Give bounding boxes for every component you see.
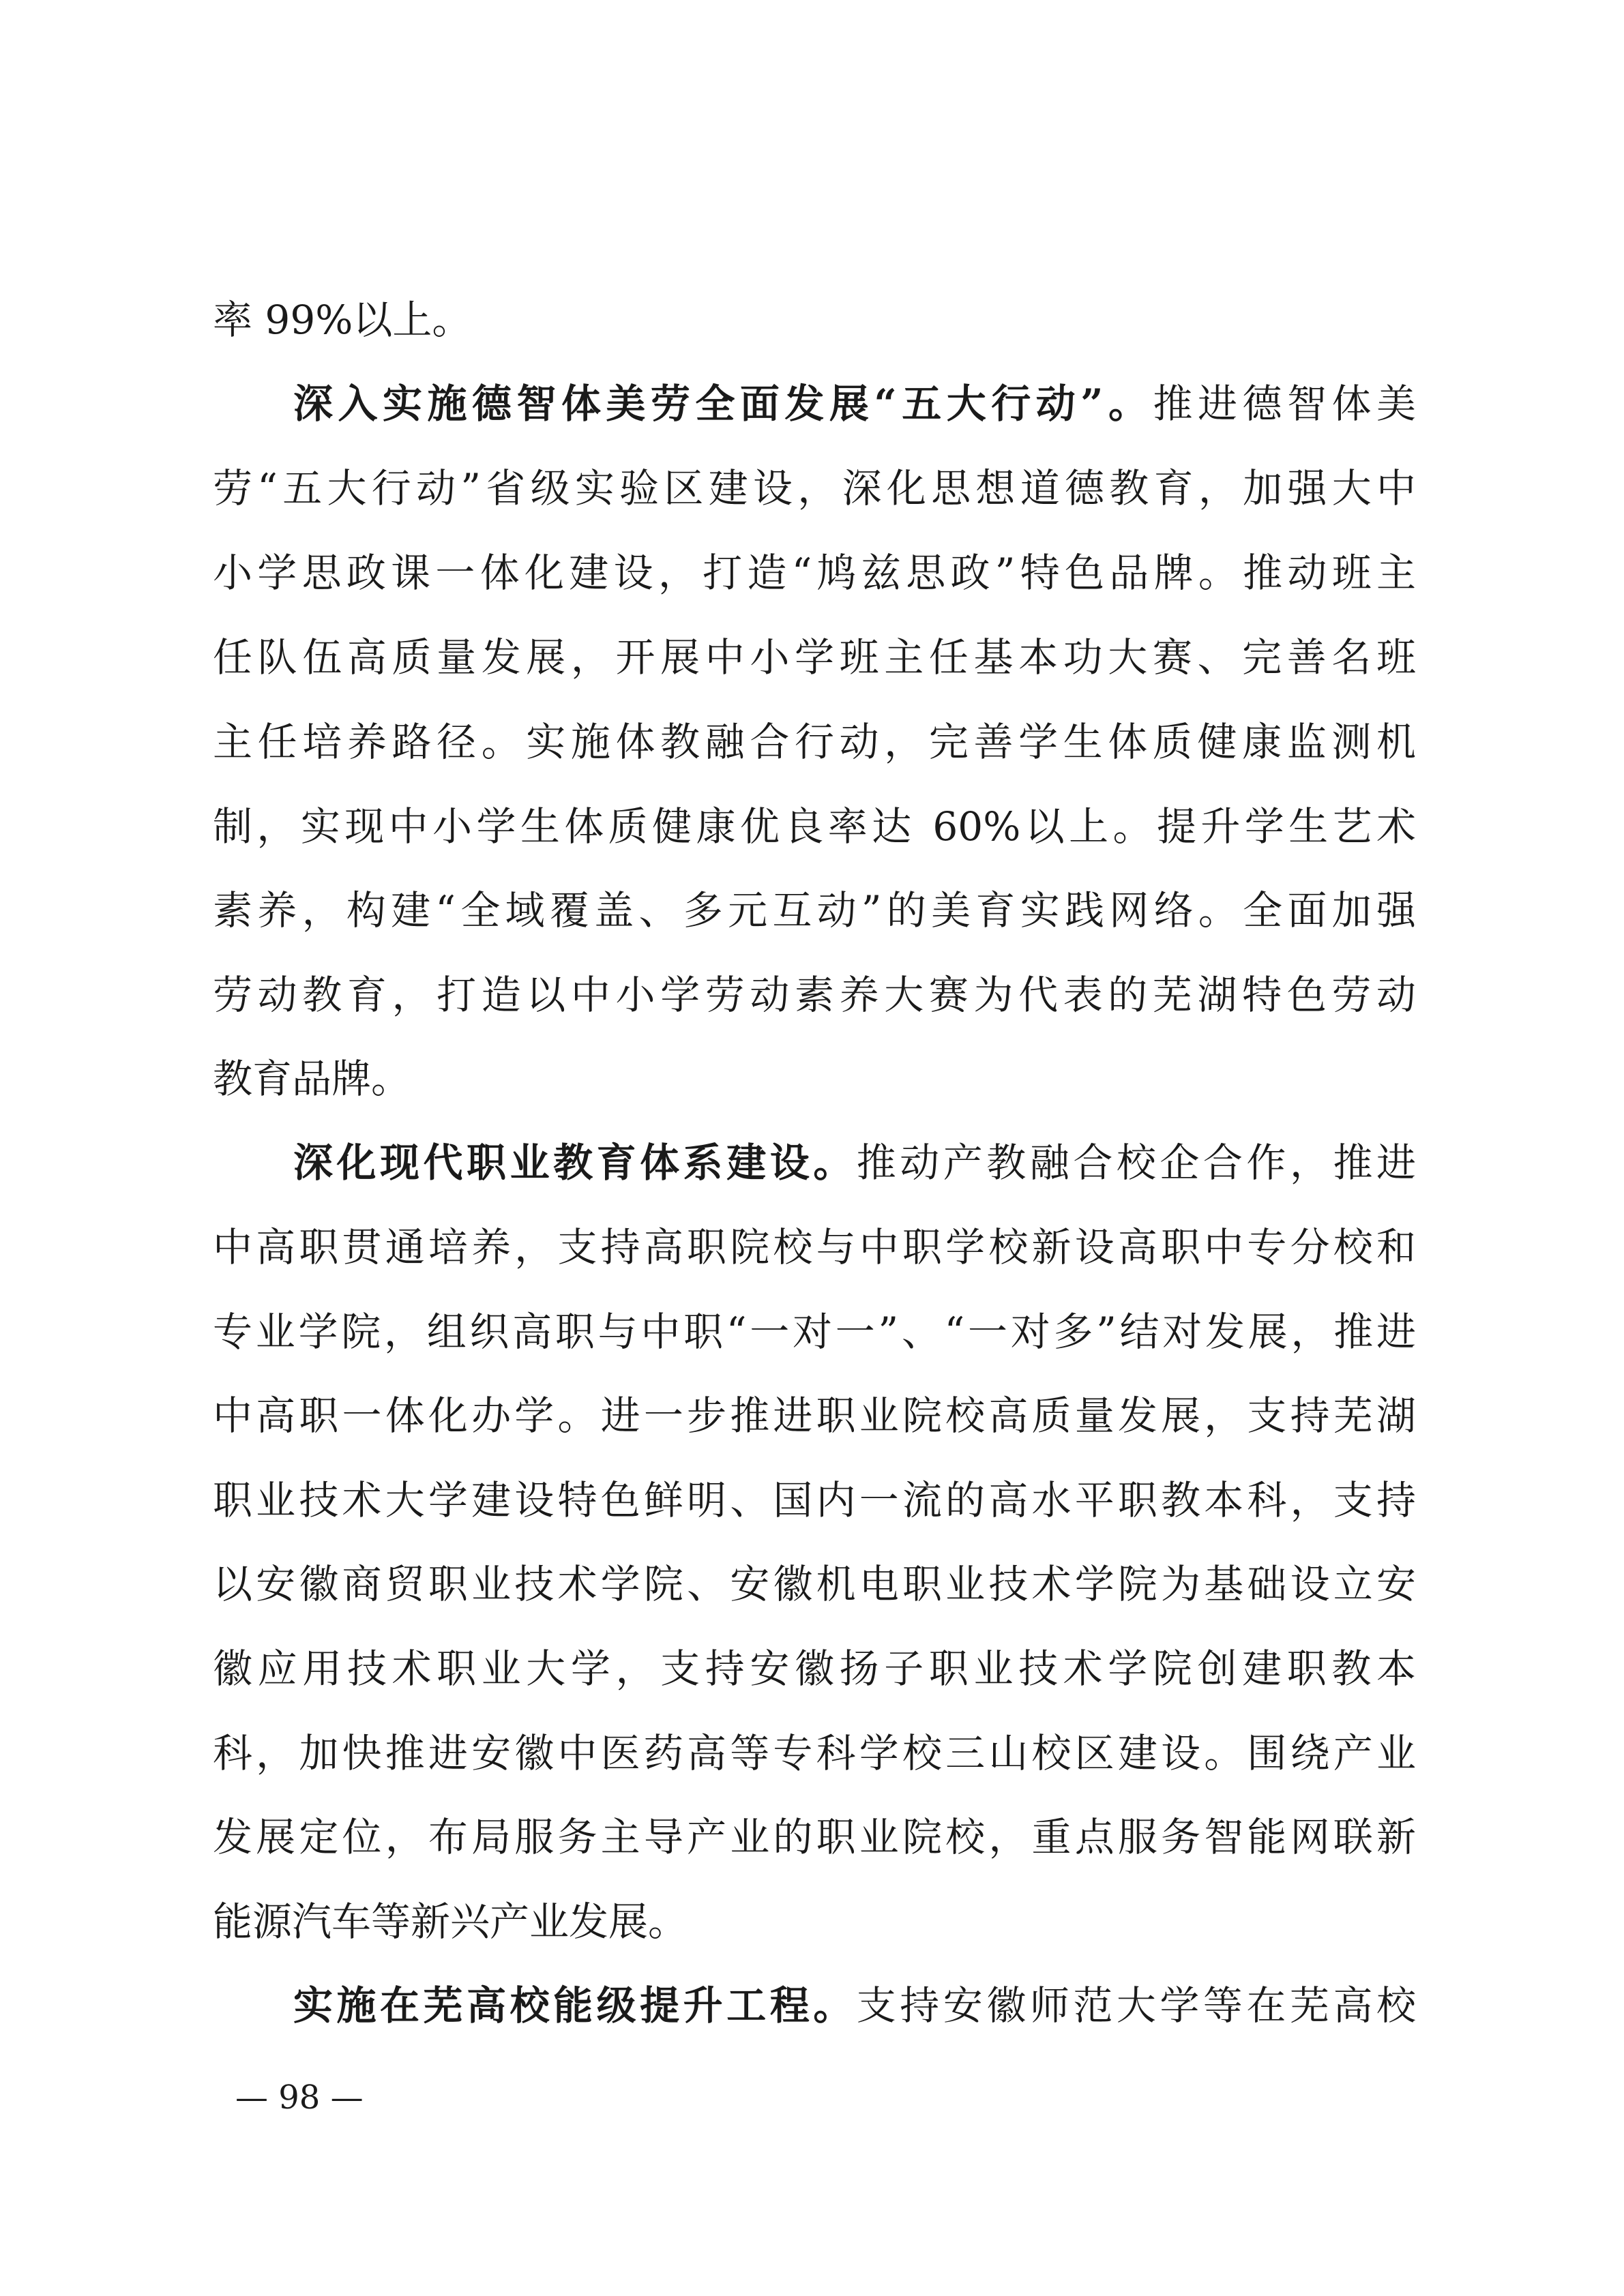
- text-line: 专业学院，组织高职与中职“一对一”、“一对多”结对发展，推进: [213, 1309, 1416, 1355]
- paragraph-first-line: [293, 1966, 1416, 2045]
- paragraph-text: 推动产教融合校企合作，推进: [856, 1139, 1416, 1186]
- text-line: 劳“五大行动”省级实验区建设，深化思想道德教育，加强大中: [213, 465, 1416, 511]
- section-heading: 实施在芜高校能级提升工程。: [293, 1982, 857, 2029]
- paragraph-first-line: [293, 1123, 1416, 1202]
- text-line: 科，加快推进安徽中医药高等专科学校三山校区建设。围绕产业: [213, 1730, 1416, 1776]
- text-line: 素养，构建“全域覆盖、多元互动”的美育实践网络。全面加强: [213, 887, 1416, 934]
- text-line: 任队伍高质量发展，开展中小学班主任基本功大赛、完善名班: [213, 634, 1416, 681]
- text-line: 发展定位，布局服务主导产业的职业院校，重点服务智能网联新: [213, 1814, 1416, 1860]
- text-line: 小学思政课一体化建设，打造“鸠兹思政”特色品牌。推动班主: [213, 550, 1416, 596]
- text-line: 中高职贯通培养，支持高职院校与中职学校新设高职中专分校和: [213, 1224, 1416, 1270]
- text-line: 职业技术大学建设特色鲜明、国内一流的高水平职教本科，支持: [213, 1477, 1416, 1523]
- section-heading: 深化现代职业教育体系建设。: [293, 1139, 857, 1186]
- text-line: 能源汽车等新兴产业发展。: [213, 1898, 688, 1945]
- text-line: 率 99%以上。: [213, 297, 472, 343]
- text-line: 制，实现中小学生体质健康优良率达 60%以上。提升学生艺术: [213, 803, 1416, 850]
- paragraph-text: 推进德智体美: [1153, 381, 1416, 427]
- text-line: 徽应用技术职业大学，支持安徽扬子职业技术学院创建职教本: [213, 1645, 1416, 1692]
- text-line: 教育品牌。: [213, 1056, 411, 1102]
- text-line: 主任培养路径。实施体教融合行动，完善学生体质健康监测机: [213, 719, 1416, 765]
- text-line: 劳动教育，打造以中小学劳动素养大赛为代表的芜湖特色劳动: [213, 972, 1416, 1018]
- section-heading: 深入实施德智体美劳全面发展“五大行动”。: [293, 381, 1153, 427]
- paragraph-text: 支持安徽师范大学等在芜高校: [856, 1982, 1416, 2029]
- page-number: — 98 —: [235, 2078, 364, 2117]
- paragraph-first-line: [293, 364, 1416, 443]
- text-line: 以安徽商贸职业技术学院、安徽机电职业技术学院为基础设立安: [213, 1561, 1416, 1607]
- text-line: 中高职一体化办学。进一步推进职业院校高质量发展，支持芜湖: [213, 1392, 1416, 1439]
